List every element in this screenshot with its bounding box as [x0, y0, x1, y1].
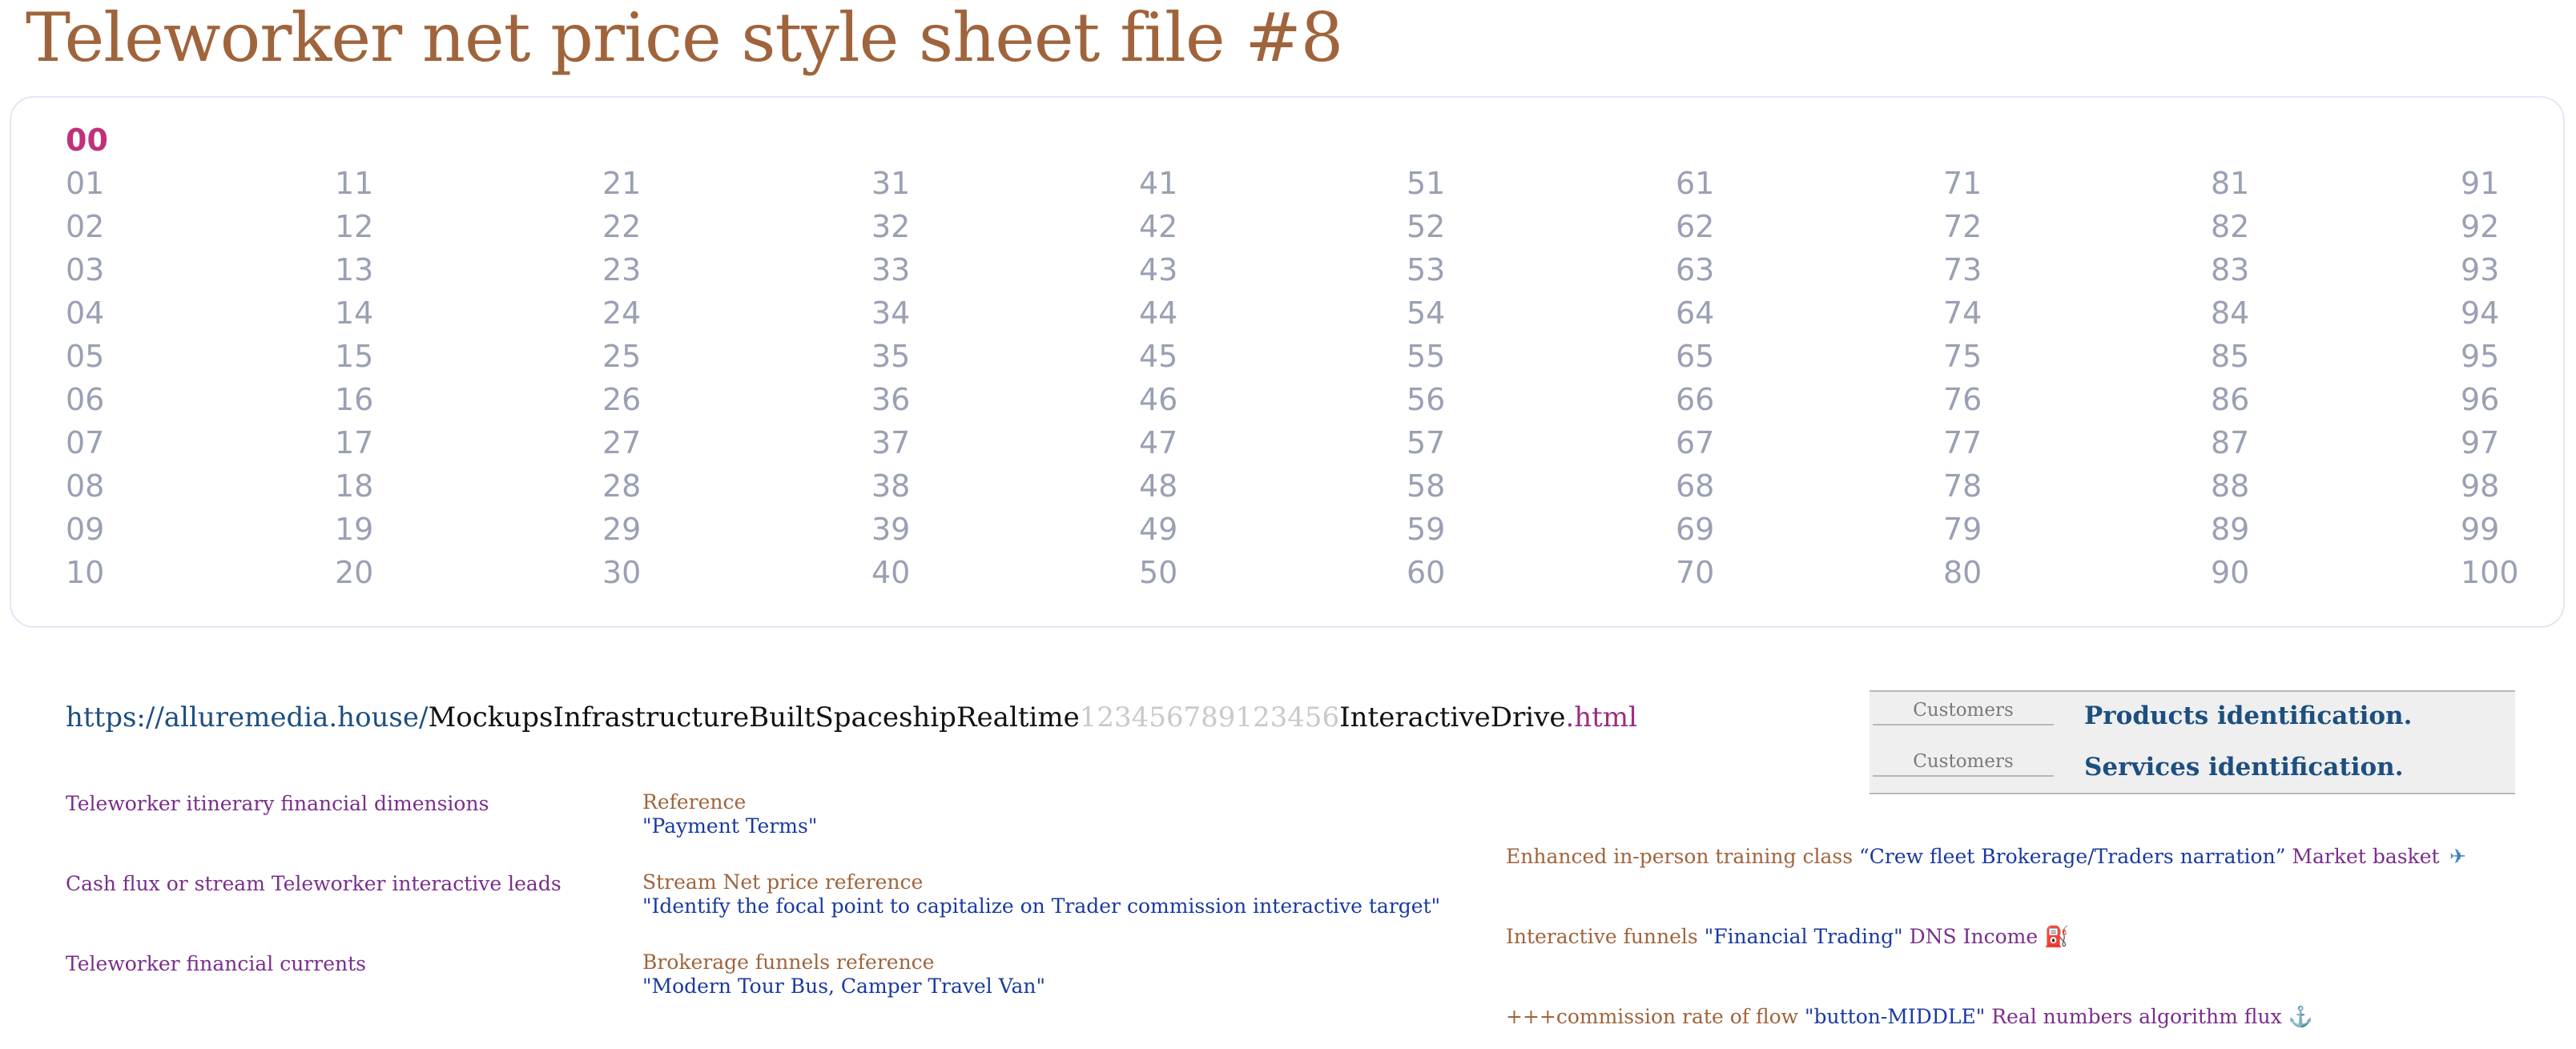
grid-number: 31: [871, 166, 911, 201]
grid-number: 93: [2461, 252, 2500, 287]
grid-number: 62: [1676, 209, 1715, 244]
grid-number: 73: [1943, 252, 1982, 287]
reference-label: Reference: [642, 790, 747, 814]
grid-number: 81: [2211, 166, 2250, 201]
grid-number: 15: [335, 339, 374, 374]
grid-number: 82: [2211, 209, 2250, 244]
grid-number: 04: [66, 295, 105, 331]
info-line-prefix: +++commission rate of flow: [1506, 1005, 1805, 1028]
grid-number: 94: [2461, 295, 2500, 331]
grid-number: 46: [1139, 382, 1178, 417]
grid-number: 42: [1139, 209, 1178, 244]
info-line: [1506, 1003, 2312, 1031]
grid-number: 24: [602, 295, 642, 331]
grid-number: 58: [1407, 468, 1446, 504]
reference-label: Brokerage funnels reference: [642, 951, 935, 974]
info-line-suffix: DNS Income: [1902, 925, 2039, 948]
grid-number: 19: [335, 512, 374, 547]
grid-number: 47: [1139, 425, 1178, 460]
grid-number: 89: [2211, 512, 2250, 547]
grid-number: 41: [1139, 166, 1178, 201]
grid-number: 85: [2211, 339, 2250, 374]
grid-number: 88: [2211, 468, 2250, 504]
info-line: [1506, 922, 2068, 951]
grid-number: 06: [66, 382, 105, 417]
grid-number: 38: [871, 468, 911, 504]
grid-number: 63: [1676, 252, 1715, 287]
customers-label: Customers: [1913, 700, 2014, 721]
info-line-prefix: Enhanced in-person training class: [1506, 845, 1859, 868]
url-line[interactable]: [66, 698, 1637, 737]
grid-number: 70: [1676, 555, 1715, 590]
grid-number: 11: [335, 166, 374, 201]
url-protocol[interactable]: https://alluremedia.house/: [66, 701, 429, 733]
grid-number: 49: [1139, 512, 1178, 547]
grid-number: 43: [1139, 252, 1178, 287]
grid-number: 84: [2211, 295, 2250, 331]
grid-number: 90: [2211, 555, 2250, 590]
grid-number: 25: [602, 339, 642, 374]
url-path-2[interactable]: InteractiveDrive: [1339, 701, 1566, 733]
airplane-icon: ✈: [2449, 845, 2466, 868]
grid-number: 71: [1943, 166, 1982, 201]
left-label: Teleworker itinerary financial dimensions: [66, 792, 489, 815]
info-line-suffix: Real numbers algorithm flux: [1985, 1005, 2282, 1028]
grid-number: 08: [66, 468, 105, 504]
grid-number: 95: [2461, 339, 2500, 374]
url-extension[interactable]: .html: [1565, 701, 1637, 733]
grid-number: 86: [2211, 382, 2250, 417]
grid-number: 79: [1943, 512, 1982, 547]
grid-number: 55: [1407, 339, 1446, 374]
left-label: Cash flux or stream Teleworker interactive leads: [66, 872, 561, 895]
url-digits[interactable]: 123456789123456: [1079, 701, 1340, 733]
grid-number: 28: [602, 468, 642, 504]
grid-number: 07: [66, 425, 105, 460]
grid-number: 21: [602, 166, 642, 201]
info-line-quote: "button-MIDDLE": [1805, 1005, 1986, 1028]
grid-number: 65: [1676, 339, 1715, 374]
grid-number: 12: [335, 209, 374, 244]
grid-number: 53: [1407, 252, 1446, 287]
grid-number: 35: [871, 339, 911, 374]
grid-number-zero: 00: [66, 123, 108, 158]
grid-number: 17: [335, 425, 374, 460]
grid-number: 27: [602, 425, 642, 460]
grid-number: 22: [602, 209, 642, 244]
products-identification: Products identification.: [2084, 701, 2413, 730]
fuel-pump-icon: ⛽: [2044, 925, 2070, 948]
grid-number: 75: [1943, 339, 1982, 374]
grid-number: 54: [1407, 295, 1446, 331]
grid-number: 66: [1676, 382, 1715, 417]
grid-number: 92: [2461, 209, 2500, 244]
grid-number: 36: [871, 382, 911, 417]
grid-number: 16: [335, 382, 374, 417]
grid-number: 98: [2461, 468, 2500, 504]
grid-number: 02: [66, 209, 105, 244]
services-identification: Services identification.: [2084, 753, 2404, 782]
reference-label: Stream Net price reference: [642, 870, 924, 894]
grid-number: 64: [1676, 295, 1715, 331]
grid-number: 50: [1139, 555, 1178, 590]
grid-number: 97: [2461, 425, 2500, 460]
grid-number: 30: [602, 555, 642, 590]
grid-number: 59: [1407, 512, 1446, 547]
customers-label-underline: [1873, 775, 2054, 777]
info-line-suffix: Market basket: [2285, 845, 2440, 868]
url-path[interactable]: MockupsInfrastructureBuiltSpaceshipRealtime: [428, 701, 1080, 733]
grid-number: 32: [871, 209, 911, 244]
grid-number: 68: [1676, 468, 1715, 504]
grid-number: 100: [2461, 555, 2519, 590]
grid-number: 44: [1139, 295, 1178, 331]
grid-number: 78: [1943, 468, 1982, 504]
page-title: Teleworker net price style sheet file #8: [26, 0, 1343, 77]
grid-number: 23: [602, 252, 642, 287]
grid-number: 45: [1139, 339, 1178, 374]
grid-number: 10: [66, 555, 105, 590]
grid-number: 74: [1943, 295, 1982, 331]
anchor-icon: ⚓: [2288, 1005, 2313, 1028]
grid-number: 67: [1676, 425, 1715, 460]
grid-number: 48: [1139, 468, 1178, 504]
left-label: Teleworker financial currents: [66, 952, 366, 975]
grid-number: 09: [66, 512, 105, 547]
grid-number: 52: [1407, 209, 1446, 244]
grid-number: 13: [335, 252, 374, 287]
grid-number: 33: [871, 252, 911, 287]
info-line-prefix: Interactive funnels: [1506, 925, 1705, 948]
reference-value: "Modern Tour Bus, Camper Travel Van": [642, 975, 1046, 998]
number-grid-card: [10, 96, 2565, 628]
grid-number: 40: [871, 555, 911, 590]
info-line: [1506, 842, 2470, 871]
grid-number: 01: [66, 166, 105, 201]
grid-number: 87: [2211, 425, 2250, 460]
grid-number: 72: [1943, 209, 1982, 244]
info-line-quote: "Financial Trading": [1704, 925, 1903, 948]
grid-number: 99: [2461, 512, 2500, 547]
customers-label: Customers: [1913, 751, 2014, 772]
grid-number: 91: [2461, 166, 2500, 201]
grid-number: 60: [1407, 555, 1446, 590]
grid-number: 56: [1407, 382, 1446, 417]
grid-number: 20: [335, 555, 374, 590]
grid-number: 61: [1676, 166, 1715, 201]
grid-number: 51: [1407, 166, 1446, 201]
grid-number: 29: [602, 512, 642, 547]
grid-number: 80: [1943, 555, 1982, 590]
reference-value: "Identify the focal point to capitalize on Trader commission interactive target": [642, 894, 1441, 918]
grid-number: 14: [335, 295, 374, 331]
grid-number: 83: [2211, 252, 2250, 287]
grid-number: 37: [871, 425, 911, 460]
grid-number: 18: [335, 468, 374, 504]
grid-number: 39: [871, 512, 911, 547]
grid-number: 76: [1943, 382, 1982, 417]
grid-number: 05: [66, 339, 105, 374]
info-line-quote: “Crew fleet Brokerage/Traders narration”: [1858, 845, 2286, 868]
grid-number: 26: [602, 382, 642, 417]
grid-number: 03: [66, 252, 105, 287]
grid-number: 34: [871, 295, 911, 331]
customers-label-underline: [1873, 724, 2054, 725]
grid-number: 96: [2461, 382, 2500, 417]
grid-number: 69: [1676, 512, 1715, 547]
reference-value: "Payment Terms": [642, 814, 818, 838]
grid-number: 77: [1943, 425, 1982, 460]
grid-number: 57: [1407, 425, 1446, 460]
